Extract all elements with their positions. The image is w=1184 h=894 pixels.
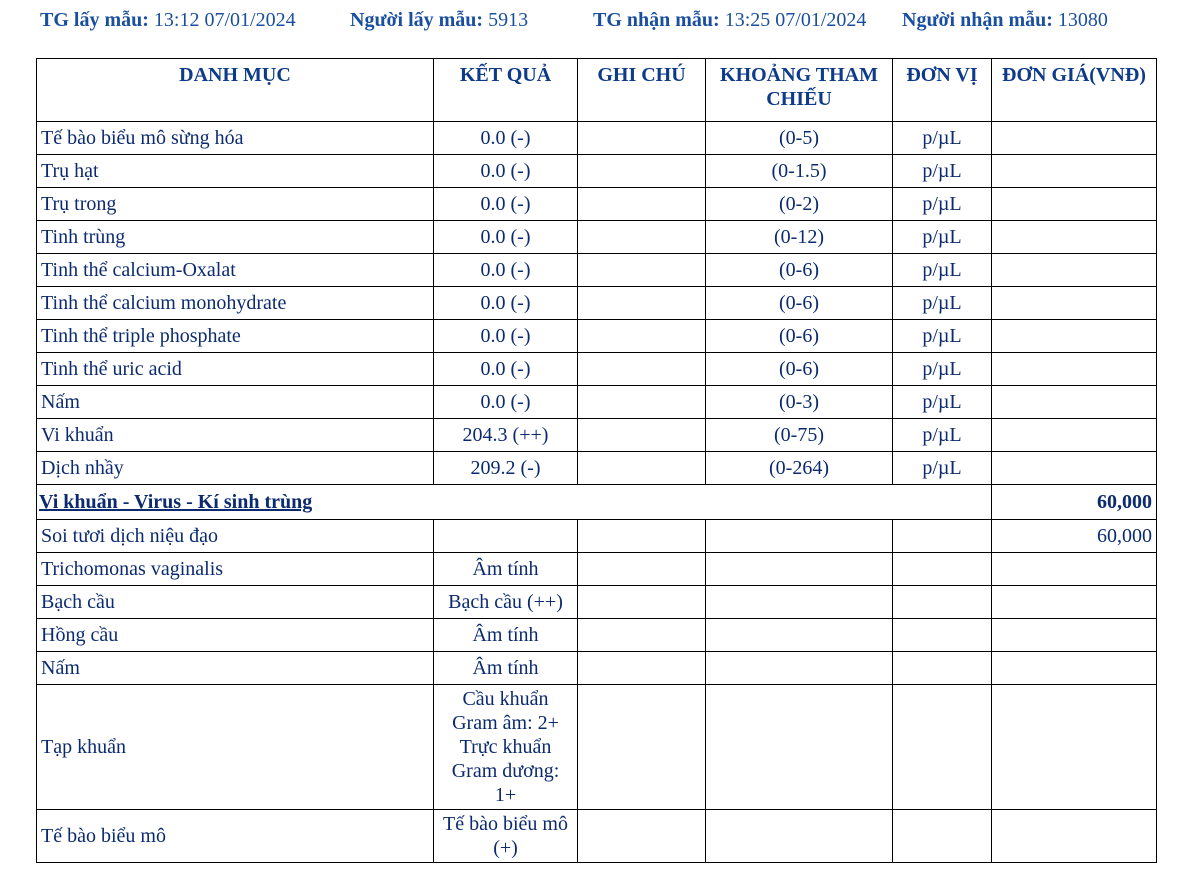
row-result (434, 520, 578, 553)
row-unit (893, 619, 992, 652)
row-note (578, 221, 706, 254)
table-row (37, 619, 1157, 652)
row-reference (706, 586, 893, 619)
row-reference: (0-6) (706, 287, 893, 320)
row-price (992, 386, 1157, 419)
col-header-unit: ĐƠN VỊ (893, 59, 992, 122)
micro-section (37, 485, 1157, 520)
section-title: Vi khuẩn - Virus - Kí sinh trùng (37, 485, 992, 520)
table-row (37, 287, 1157, 320)
row-item: Dịch nhầy (37, 452, 434, 485)
row-item: Trụ trong (37, 188, 434, 221)
row-result: 0.0 (-) (434, 254, 578, 287)
sampler: Người lấy mẫu: 5913 (350, 9, 529, 31)
row-unit (893, 810, 992, 863)
row-unit (893, 685, 992, 810)
row-unit: p/µL (893, 221, 992, 254)
result-line: Gram dương: (451, 760, 560, 782)
row-unit: p/µL (893, 386, 992, 419)
table-row (37, 155, 1157, 188)
row-unit: p/µL (893, 320, 992, 353)
row-item: Tinh thể triple phosphate (37, 320, 434, 353)
row-item: Vi khuẩn (37, 419, 434, 452)
micro-results (37, 520, 1157, 685)
urine-results (37, 122, 1157, 485)
row-note (578, 652, 706, 685)
row-note (578, 320, 706, 353)
result-line: Gram âm: 2+ (452, 712, 559, 734)
row-reference (706, 619, 893, 652)
col-header-price: ĐƠN GIÁ(VNĐ) (992, 59, 1157, 122)
extra-results (37, 685, 1157, 863)
row-unit (893, 520, 992, 553)
col-header-item: DANH MỤC (37, 59, 434, 122)
table-row (37, 419, 1157, 452)
row-reference (706, 685, 893, 810)
table-row (37, 221, 1157, 254)
row-note (578, 122, 706, 155)
row-unit: p/µL (893, 353, 992, 386)
row-item: Tinh thể uric acid (37, 353, 434, 386)
row-item: Tế bào biểu mô (37, 810, 434, 863)
row-note (578, 520, 706, 553)
table-row (37, 685, 1157, 810)
table-row (37, 386, 1157, 419)
row-price (992, 553, 1157, 586)
col-header-note: GHI CHÚ (578, 59, 706, 122)
row-price (992, 586, 1157, 619)
result-line: Trực khuẩn (459, 736, 552, 758)
row-item: Tinh trùng (37, 221, 434, 254)
row-item: Hồng cầu (37, 619, 434, 652)
result-line: (+) (493, 837, 518, 859)
row-result: 204.3 (++) (434, 419, 578, 452)
row-result: Bạch cầu (++) (434, 586, 578, 619)
row-note (578, 254, 706, 287)
row-reference (706, 810, 893, 863)
row-result: 0.0 (-) (434, 155, 578, 188)
row-price (992, 122, 1157, 155)
table-row (37, 810, 1157, 863)
row-unit (893, 553, 992, 586)
row-note (578, 619, 706, 652)
row-item: Bạch cầu (37, 586, 434, 619)
table-header-row (37, 59, 1157, 122)
table-row (37, 452, 1157, 485)
table-row (37, 254, 1157, 287)
section-row (37, 485, 1157, 520)
row-result: 0.0 (-) (434, 353, 578, 386)
row-unit (893, 586, 992, 619)
row-reference: (0-75) (706, 419, 893, 452)
row-result: 0.0 (-) (434, 386, 578, 419)
row-note (578, 419, 706, 452)
row-price (992, 320, 1157, 353)
row-result: 0.0 (-) (434, 287, 578, 320)
row-reference (706, 553, 893, 586)
row-item: Nấm (37, 652, 434, 685)
row-reference: (0-6) (706, 353, 893, 386)
row-unit (893, 652, 992, 685)
table-row (37, 188, 1157, 221)
row-reference: (0-2) (706, 188, 893, 221)
result-line: Cầu khuẩn (462, 688, 549, 710)
row-reference: (0-6) (706, 254, 893, 287)
row-result: Âm tính (434, 619, 578, 652)
row-unit: p/µL (893, 122, 992, 155)
row-reference (706, 652, 893, 685)
row-result: 0.0 (-) (434, 320, 578, 353)
row-price (992, 452, 1157, 485)
row-note (578, 553, 706, 586)
table-row (37, 520, 1157, 553)
row-result: 209.2 (-) (434, 452, 578, 485)
row-note (578, 188, 706, 221)
col-header-result: KẾT QUẢ (434, 59, 578, 122)
row-reference: (0-12) (706, 221, 893, 254)
row-unit: p/µL (893, 287, 992, 320)
table-row (37, 320, 1157, 353)
row-result (434, 685, 578, 810)
table-row (37, 353, 1157, 386)
row-unit: p/µL (893, 419, 992, 452)
row-price: 60,000 (992, 520, 1157, 553)
row-reference: (0-3) (706, 386, 893, 419)
table-row (37, 652, 1157, 685)
row-result (434, 810, 578, 863)
row-price (992, 652, 1157, 685)
table-row (37, 122, 1157, 155)
sample-time: TG lấy mẫu: 13:12 07/01/2024 (40, 9, 296, 31)
row-note (578, 586, 706, 619)
row-price (992, 221, 1157, 254)
results-table (36, 58, 1157, 863)
row-unit: p/µL (893, 452, 992, 485)
row-note (578, 287, 706, 320)
row-price (992, 287, 1157, 320)
row-note (578, 386, 706, 419)
row-unit: p/µL (893, 254, 992, 287)
row-item: Trichomonas vaginalis (37, 553, 434, 586)
row-result: Âm tính (434, 652, 578, 685)
row-reference: (0-5) (706, 122, 893, 155)
row-item: Tinh thể calcium monohydrate (37, 287, 434, 320)
row-price (992, 155, 1157, 188)
row-reference: (0-6) (706, 320, 893, 353)
row-price (992, 685, 1157, 810)
row-result: 0.0 (-) (434, 221, 578, 254)
col-header-reference: KHOẢNG THAM CHIẾU (706, 59, 893, 122)
row-unit: p/µL (893, 155, 992, 188)
receiver: Người nhận mẫu: 13080 (902, 9, 1108, 31)
row-note (578, 685, 706, 810)
result-line: Tế bào biểu mô (443, 813, 568, 835)
row-note (578, 810, 706, 863)
row-note (578, 155, 706, 188)
row-price (992, 619, 1157, 652)
row-result: Âm tính (434, 553, 578, 586)
section-price: 60,000 (992, 485, 1157, 520)
row-note (578, 452, 706, 485)
row-price (992, 810, 1157, 863)
row-reference: (0-264) (706, 452, 893, 485)
receive-time: TG nhận mẫu: 13:25 07/01/2024 (593, 9, 867, 31)
row-unit: p/µL (893, 188, 992, 221)
row-price (992, 353, 1157, 386)
row-result: 0.0 (-) (434, 122, 578, 155)
row-result: 0.0 (-) (434, 188, 578, 221)
row-item: Nấm (37, 386, 434, 419)
row-price (992, 419, 1157, 452)
row-item: Tạp khuẩn (37, 685, 434, 810)
row-item: Trụ hạt (37, 155, 434, 188)
row-item: Tế bào biểu mô sừng hóa (37, 122, 434, 155)
row-price (992, 254, 1157, 287)
row-note (578, 353, 706, 386)
row-price (992, 188, 1157, 221)
row-reference (706, 520, 893, 553)
row-item: Tinh thể calcium-Oxalat (37, 254, 434, 287)
row-item: Soi tươi dịch niệu đạo (37, 520, 434, 553)
sample-info-header (0, 9, 1184, 37)
result-line: 1+ (494, 784, 517, 806)
table-row (37, 586, 1157, 619)
table-row (37, 553, 1157, 586)
row-reference: (0-1.5) (706, 155, 893, 188)
